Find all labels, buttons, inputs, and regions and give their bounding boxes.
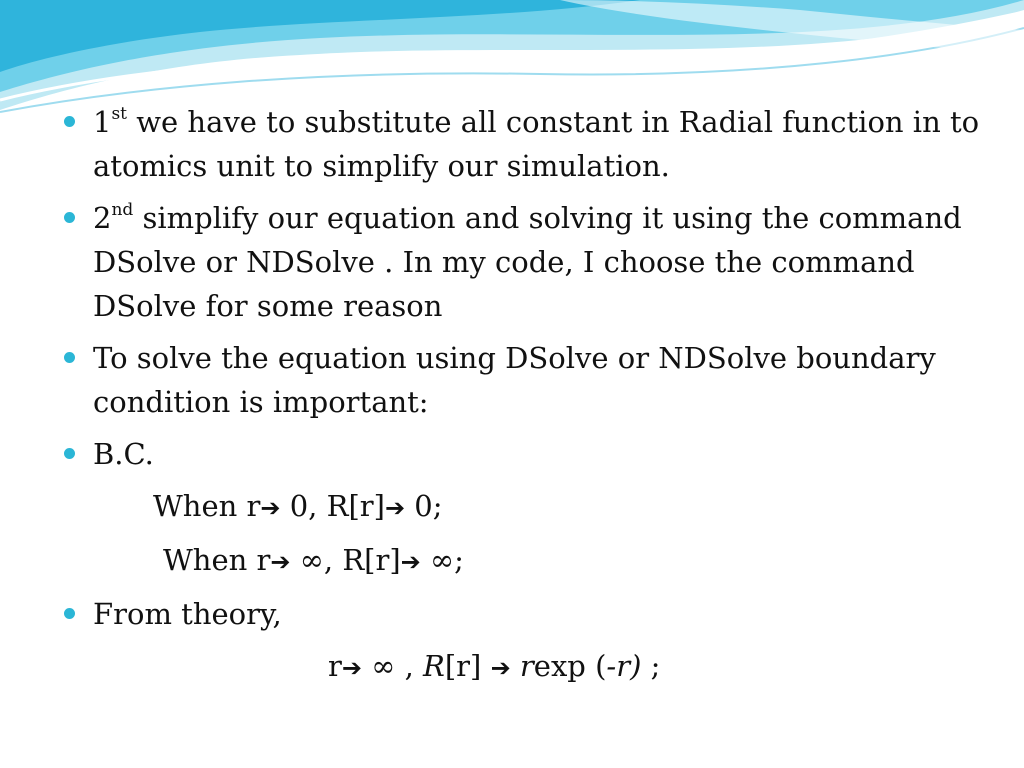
bullet-text: From theory, (93, 597, 282, 631)
asymptotic-formula (64, 644, 984, 690)
formula-R: R (423, 649, 445, 683)
formula-neg-r: -r) (606, 649, 642, 683)
formula-exp: exp ( (533, 649, 607, 683)
bullet-item-4 (64, 432, 984, 476)
bc-part: 0, R[r] (280, 489, 385, 523)
bullet-dot-icon (64, 608, 75, 619)
formula-r2: r (510, 649, 534, 683)
bullet-dot-icon (64, 116, 75, 127)
formula-r: r (328, 649, 342, 683)
bullet-dot-icon (64, 352, 75, 363)
right-arrow-icon: ➔ (384, 494, 406, 522)
right-arrow-icon: ➔ (400, 548, 421, 576)
bullet-item-3 (64, 336, 984, 424)
bullet-text: B.C. (93, 437, 154, 471)
bc-part: When r (153, 489, 261, 523)
bullet-text: To solve the equation using DSolve or NDSolve boundary condition is important: (93, 341, 936, 419)
right-arrow-icon: ➔ (490, 654, 511, 682)
boundary-condition-2 (64, 538, 984, 584)
bullet-item-5 (64, 592, 984, 636)
right-arrow-icon: ➔ (270, 548, 291, 576)
slide-content (64, 100, 984, 698)
bullet-text: we have to substitute all constant in Radial function in to atomics unit to simplify our simulation. (93, 105, 980, 183)
ordinal-number: 1 (93, 105, 112, 139)
bc-part: ∞; (420, 543, 464, 577)
ordinal-suffix: st (111, 104, 128, 124)
bc-part: ∞, R[r] (290, 543, 401, 577)
boundary-condition-1 (64, 484, 984, 530)
bullet-item-1 (64, 100, 984, 188)
bc-part: When r (163, 543, 271, 577)
bullet-dot-icon (64, 212, 75, 223)
right-arrow-icon: ➔ (341, 654, 362, 682)
bullet-dot-icon (64, 448, 75, 459)
formula-infinity: ∞ , (361, 649, 424, 683)
formula-end: ; (641, 649, 661, 683)
formula-r-bracket: [r] (444, 649, 491, 683)
right-arrow-icon: ➔ (260, 494, 281, 522)
bullet-item-2 (64, 196, 984, 328)
bullet-text: simplify our equation and solving it using the command DSolve or NDSolve . In my code, I choose the command DSolve for some reason (93, 201, 962, 323)
ordinal-number: 2 (93, 201, 112, 235)
bc-part: 0; (405, 489, 443, 523)
ordinal-suffix: nd (111, 200, 134, 220)
